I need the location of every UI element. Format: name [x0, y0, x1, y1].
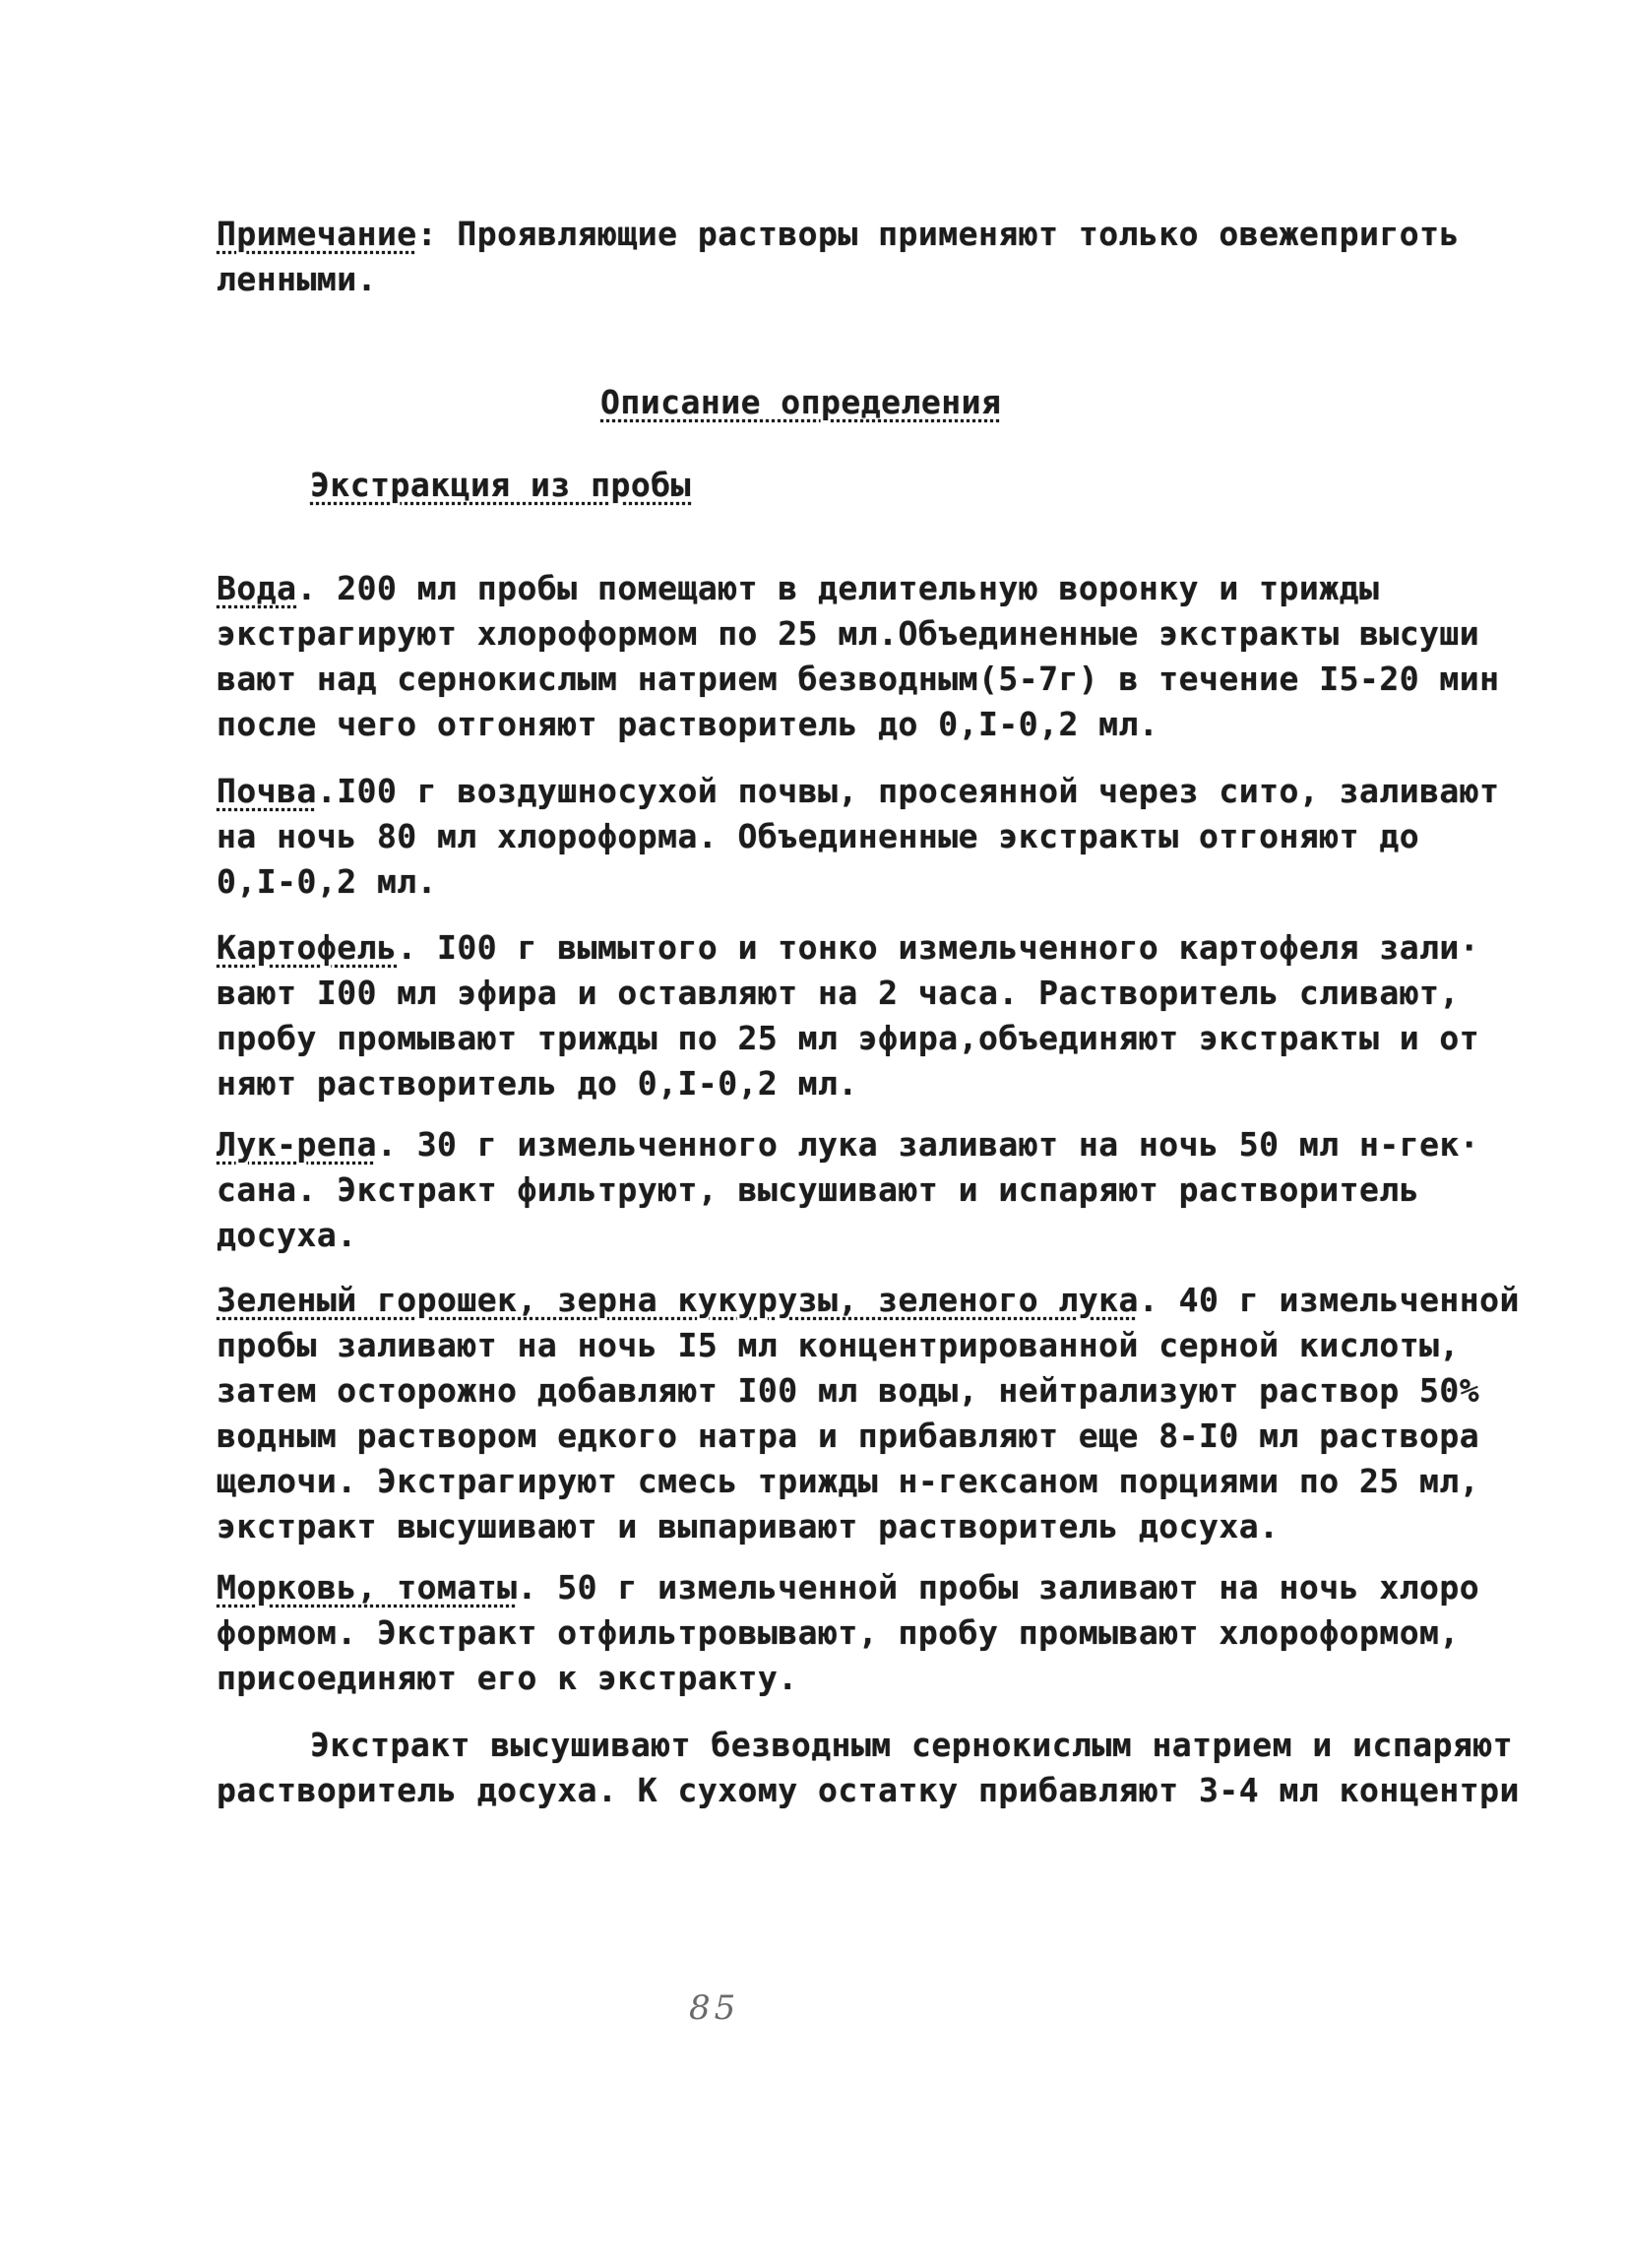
- section-carrot-tomato: [217, 1565, 1480, 1701]
- section-line: пробу промывают трижды по 25 мл эфира,объединяют экстракты и от: [217, 1019, 1480, 1057]
- subheading: Экстракция из пробы: [310, 466, 691, 504]
- section-line: [217, 566, 1476, 611]
- section-term: Картофель: [217, 928, 398, 967]
- section-line: щелочи. Экстрагируют смесь трижды н-гексаном порциями по 25 мл,: [217, 1462, 1480, 1500]
- section-water: [217, 566, 1500, 747]
- section-term: Вода: [217, 569, 297, 607]
- note-text-line-1: : Проявляющие растворы применяют только овежеприготь: [416, 215, 1460, 253]
- section-line: экстракт высушивают и выпаривают растворитель досуха.: [217, 1507, 1280, 1545]
- section-peas-corn: [217, 1278, 1520, 1549]
- section-line: формом. Экстракт отфильтровывают, пробу промывают хлороформом,: [217, 1613, 1460, 1652]
- section-text: . 40 г измельченной: [1138, 1281, 1520, 1319]
- section-line: затем осторожно добавляют I00 мл воды, нейтрализуют раствор 50%: [217, 1371, 1480, 1410]
- page-number: 85: [689, 1988, 740, 2028]
- section-line: вают над сернокислым натрием безводным(5-7г) в течение I5-20 мин: [217, 660, 1500, 698]
- note-line-1: [217, 212, 1476, 257]
- section-onion: [217, 1122, 1480, 1258]
- section-potato: [217, 925, 1480, 1106]
- section-line: [217, 1122, 1480, 1167]
- section-line: после чего отгоняют растворитель до 0,I-0,2 мл.: [217, 705, 1159, 743]
- section-line: на ночь 80 мл хлороформа. Объединенные экстракты отгоняют до: [217, 817, 1420, 855]
- section-line: [217, 1565, 1480, 1610]
- section-text: .I00 г воздушносухой почвы, просеянной через сито, заливают: [316, 772, 1500, 810]
- section-line: няют растворитель до 0,I-0,2 мл.: [217, 1064, 858, 1102]
- note-paragraph: [217, 212, 1476, 302]
- section-heading: Описание определения: [600, 383, 1002, 421]
- final-line-2: растворитель досуха. К сухому остатку прибавляют 3-4 мл концентри: [217, 1771, 1520, 1809]
- section-text: . 30 г измельченного лука заливают на ночь 50 мл н-гек·: [376, 1125, 1480, 1164]
- section-term: Почва: [217, 772, 317, 810]
- section-soil: [217, 769, 1500, 905]
- final-paragraph: [217, 1723, 1520, 1813]
- section-term: Лук-репа: [217, 1125, 377, 1164]
- section-line: 0,I-0,2 мл.: [217, 862, 438, 901]
- section-line: сана. Экстракт фильтруют, высушивают и испаряют растворитель: [217, 1170, 1420, 1209]
- section-line: водным раствором едкого натра и прибавляют еще 8-I0 мл раствора: [217, 1417, 1480, 1455]
- section-line: [217, 769, 1500, 814]
- section-line: досуха.: [217, 1216, 357, 1254]
- section-term: Зеленый горошек, зерна кукурузы, зеленого лука: [217, 1281, 1139, 1319]
- section-line: экстрагируют хлороформом по 25 мл.Объединенные экстракты высуши: [217, 614, 1480, 653]
- final-line-1: Экстракт высушивают безводным сернокислым натрием и испаряют: [310, 1726, 1514, 1764]
- section-text: . I00 г вымытого и тонко измельченного картофеля зали·: [397, 928, 1480, 967]
- section-line: присоединяют его к экстракту.: [217, 1659, 798, 1697]
- section-line: [217, 925, 1480, 971]
- section-text: . 50 г измельченной пробы заливают на ночь хлоро: [517, 1568, 1480, 1606]
- section-term: Морковь, томаты: [217, 1568, 518, 1606]
- section-line: вают I00 мл эфира и оставляют на 2 часа. Растворитель сливают,: [217, 974, 1460, 1012]
- section-line: [217, 1278, 1520, 1323]
- section-line: пробы заливают на ночь I5 мл концентрированной серной кислоты,: [217, 1326, 1460, 1364]
- section-text: . 200 мл пробы помещают в делительную воронку и трижды: [296, 569, 1380, 607]
- note-text-line-2: ленными.: [217, 260, 377, 298]
- note-label: Примечание: [217, 215, 417, 253]
